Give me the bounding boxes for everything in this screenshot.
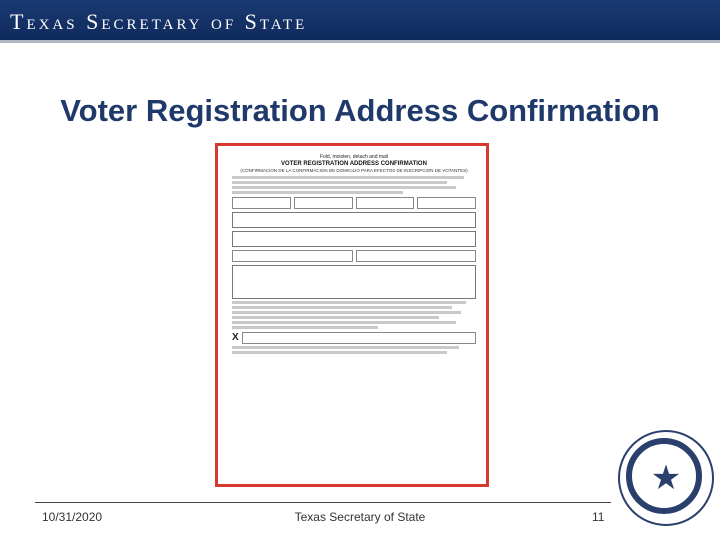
form-name-row (232, 197, 476, 209)
form-field (232, 197, 291, 209)
form-subheading: (CONFIRMACION DE LA CONFIRMACION DE DOMICILIO PARA EFECTOS DE INSCRIPCION DE VOTANTES) (240, 168, 468, 173)
form-signature-mark: X (232, 332, 239, 343)
header-band (0, 0, 720, 40)
form-content (232, 154, 476, 476)
form-id-box (232, 265, 476, 299)
page-number: 11 (592, 510, 605, 524)
form-footer-lines (232, 346, 476, 354)
form-statements (232, 301, 476, 329)
texas-seal-logo (618, 430, 714, 526)
form-field (417, 197, 476, 209)
form-field (356, 250, 477, 262)
form-field (294, 197, 353, 209)
form-top-note: Fold, moisten, detach and mail (319, 154, 389, 160)
form-mailing-box (232, 231, 476, 247)
form-residence-box (232, 212, 476, 228)
form-signature-row (232, 332, 476, 344)
form-image (215, 143, 489, 487)
form-field (242, 332, 476, 344)
slide-title: Voter Registration Address Confirmation (60, 93, 660, 128)
form-heading: VOTER REGISTRATION ADDRESS CONFIRMATION (281, 161, 427, 167)
form-field (356, 197, 415, 209)
form-dob-row (232, 250, 476, 262)
footer-title: Texas Secretary of State (294, 510, 426, 524)
form-instructions (232, 176, 476, 194)
footer-divider (35, 502, 611, 503)
star-icon: ★ (650, 459, 682, 497)
header-title: Texas Secretary of State (10, 9, 308, 34)
form-field (232, 250, 353, 262)
footer-date: 10/31/2020 (42, 510, 103, 524)
header-divider (0, 40, 720, 43)
